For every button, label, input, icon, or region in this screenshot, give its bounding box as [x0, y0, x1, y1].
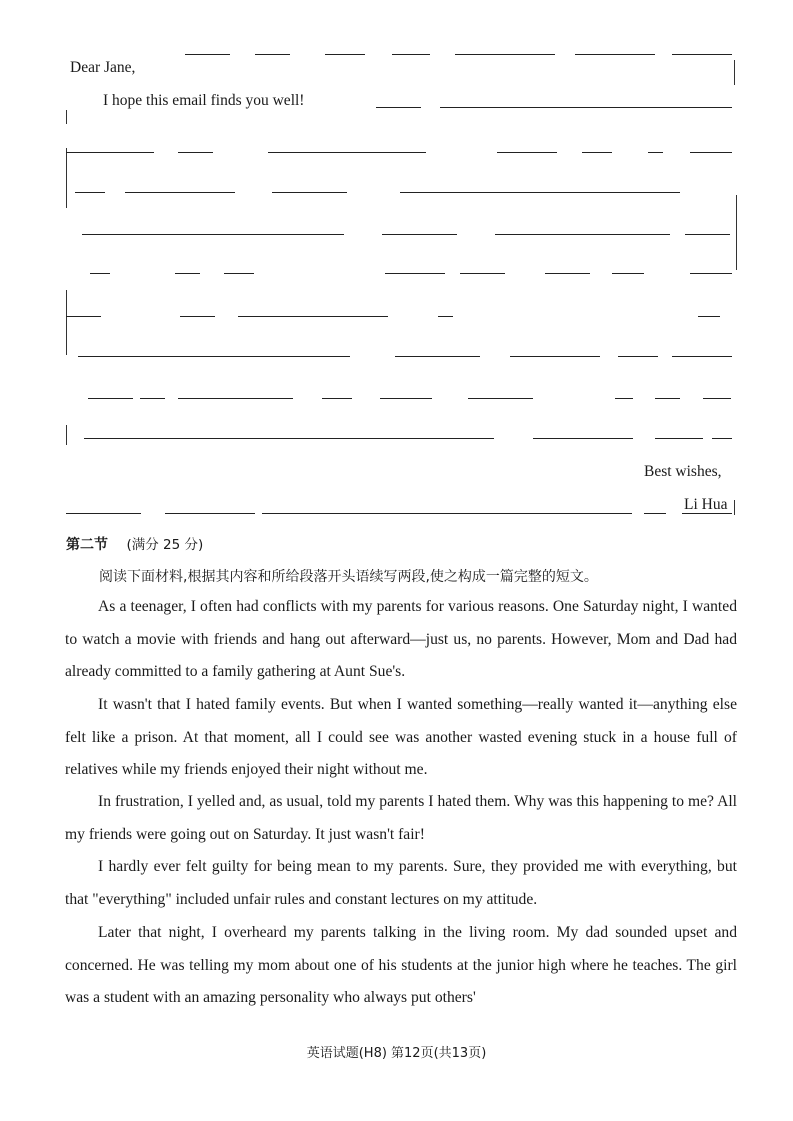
answer-line — [497, 152, 557, 153]
answer-line — [385, 273, 445, 274]
answer-line — [655, 438, 703, 439]
letter-opening: I hope this email finds you well! — [103, 92, 305, 109]
answer-line — [703, 398, 731, 399]
answer-line — [238, 316, 388, 317]
passage-paragraph: I hardly ever felt guilty for being mean to my parents. Sure, they provided me with everything, but that "everything" included unfair rules and constant lectures on my attitude. — [65, 858, 737, 908]
answer-line — [272, 192, 347, 193]
section-score: (满分 25 分) — [126, 537, 204, 553]
answer-line — [165, 513, 255, 514]
answer-line — [325, 54, 365, 55]
answer-line — [455, 54, 555, 55]
answer-line — [468, 398, 533, 399]
letter-closing: Best wishes, — [644, 463, 722, 480]
answer-line — [82, 234, 344, 235]
answer-line — [78, 356, 350, 357]
answer-border — [66, 148, 67, 208]
passage-paragraph: Later that night, I overheard my parents talking in the living room. My dad sounded upset and concerned. He was telling my mom about one of his students at the junior high where he teaches. The girl was a student with an amazing personality who always put others' — [65, 924, 737, 1006]
answer-line — [648, 152, 663, 153]
answer-line — [545, 273, 590, 274]
answer-line — [460, 273, 505, 274]
letter-salutation: Dear Jane, — [70, 59, 136, 76]
answer-line — [690, 273, 732, 274]
answer-line — [672, 356, 732, 357]
answer-line — [533, 438, 633, 439]
answer-line — [180, 316, 215, 317]
answer-line — [438, 316, 453, 317]
answer-line — [615, 398, 633, 399]
answer-line — [685, 234, 730, 235]
answer-line — [175, 273, 200, 274]
answer-line — [582, 152, 612, 153]
answer-line — [712, 438, 732, 439]
answer-line — [262, 513, 632, 514]
section-instruction: 阅读下面材料,根据其内容和所给段落开头语续写两段,使之构成一篇完整的短文。 — [99, 569, 598, 585]
answer-line — [75, 192, 105, 193]
answer-line — [618, 356, 658, 357]
answer-line — [322, 398, 352, 399]
answer-line — [88, 398, 133, 399]
answer-line — [392, 54, 430, 55]
answer-border — [66, 110, 67, 124]
answer-border — [734, 500, 735, 515]
answer-line — [672, 54, 732, 55]
answer-line — [698, 316, 720, 317]
answer-line — [224, 273, 254, 274]
section-title: 第二节 — [66, 537, 108, 553]
answer-line — [575, 54, 655, 55]
answer-line — [178, 398, 293, 399]
answer-line — [140, 398, 165, 399]
answer-line — [510, 356, 600, 357]
answer-line — [376, 107, 421, 108]
answer-border — [734, 60, 735, 85]
answer-line — [644, 513, 666, 514]
answer-border — [66, 290, 67, 355]
answer-border — [66, 425, 67, 445]
answer-line — [66, 513, 141, 514]
answer-line — [380, 398, 432, 399]
answer-line — [268, 152, 426, 153]
answer-line — [612, 273, 644, 274]
answer-line — [125, 192, 235, 193]
answer-line — [690, 152, 732, 153]
answer-line — [185, 54, 230, 55]
answer-line — [66, 316, 101, 317]
answer-line — [255, 54, 290, 55]
answer-line — [495, 234, 670, 235]
answer-line — [66, 152, 154, 153]
answer-line — [655, 398, 680, 399]
answer-line — [382, 234, 457, 235]
answer-line — [395, 356, 480, 357]
page-footer: 英语试题(H8) 第12页(共13页) — [306, 1046, 487, 1061]
answer-line — [90, 273, 110, 274]
answer-border — [736, 195, 737, 270]
answer-line — [400, 192, 680, 193]
letter-signature: Li Hua — [684, 496, 728, 513]
answer-line — [84, 438, 494, 439]
section-heading — [66, 533, 203, 554]
answer-line — [440, 107, 732, 108]
answer-line — [178, 152, 213, 153]
passage-paragraph: As a teenager, I often had conflicts with my parents for various reasons. One Saturday night, I wanted to watch a movie with friends and hang out afterward—just us, no parents. However, Mom and Dad had already committed to a family gathering at Aunt Sue's. — [65, 598, 737, 680]
passage-paragraph: It wasn't that I hated family events. But when I wanted something—really wanted it—anything else felt like a prison. At that moment, all I could see was another wasted evening stuck in a house full of relatives while my friends enjoyed their night without me. — [65, 696, 737, 778]
passage-paragraph: In frustration, I yelled and, as usual, told my parents I hated them. Why was this happening to me? All my friends were going out on Saturday. It just wasn't fair! — [65, 793, 737, 843]
